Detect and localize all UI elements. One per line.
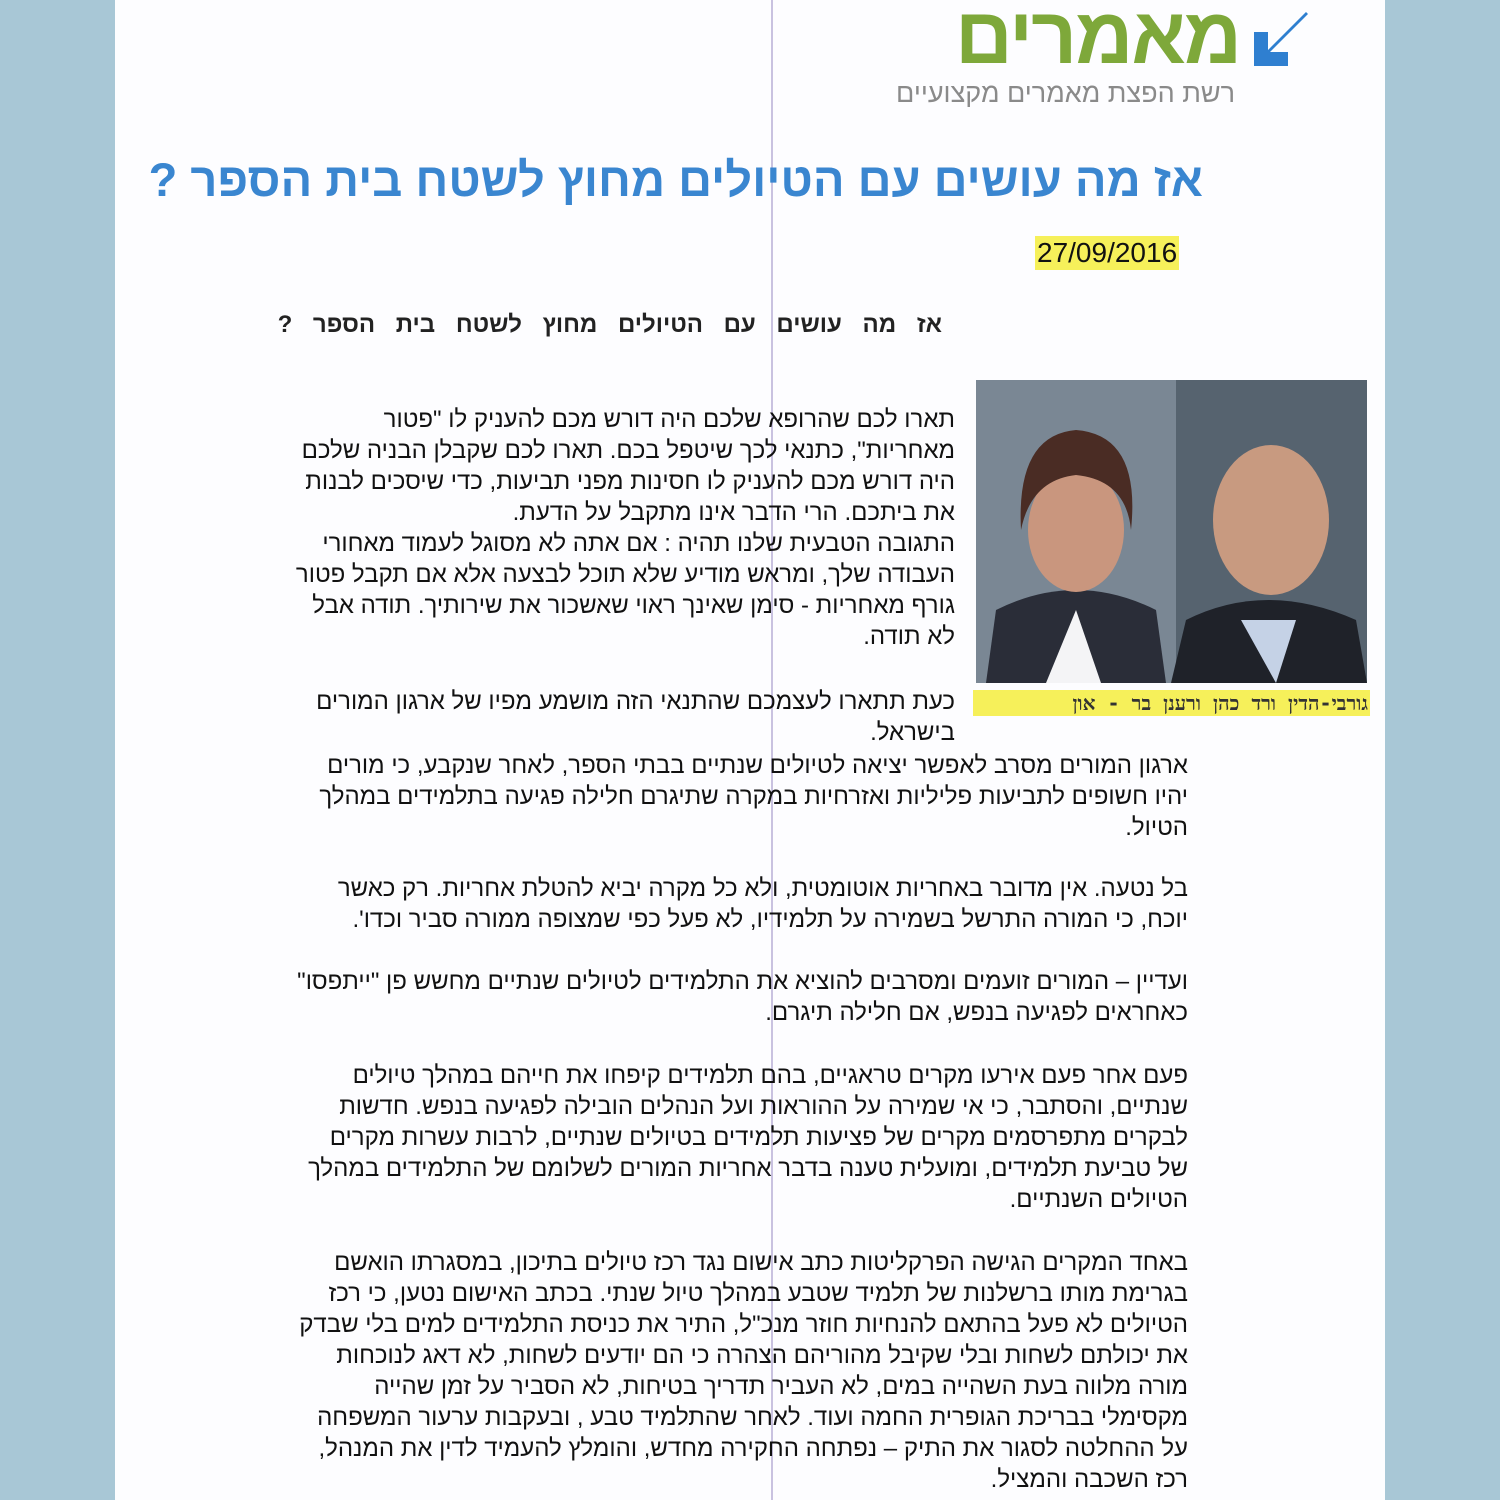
authors-photo <box>976 380 1367 683</box>
article-subtitle: אז מה עושים עם הטיולים מחוץ לשטח בית הספר ? <box>277 311 942 338</box>
text-line: כאחראים לפגיעה בנפש, אם חלילה תיגרם. <box>765 999 1188 1026</box>
paragraph-4 <box>338 873 1188 935</box>
logo <box>860 0 1310 110</box>
text-line: הטיולים לא פעל בהתאם להנחיות חוזר מנכ"ל, התיר את כניסת התלמידים למים בלי שבדק <box>299 1311 1188 1338</box>
text-line: לא תודה. <box>863 623 955 650</box>
text-line: על ההחלטה לסגור את התיק – נפתחה החקירה מחדש, והומלץ להעמיד לדין את המנהל, <box>318 1435 1188 1462</box>
text-line: בישראל. <box>870 719 955 746</box>
text-line: יהיו חשופים לתביעות פליליות ואזרחיות במקרה שתיגרם חלילה פגיעה בתלמידים במהלך <box>319 783 1188 810</box>
text-line: באחד המקרים הגישה הפרקליטות כתב אישום נגד רכז טיולים בתיכון, במסגרתו הואשם <box>334 1249 1188 1276</box>
text-line: ארגון המורים מסרב לאפשר יציאה לטיולים שנתיים בבתי הספר, לאחר שנקבע, כי מורים <box>327 752 1188 779</box>
paragraph-7 <box>299 1247 1188 1495</box>
photo-caption: גורבי-הדין ורד כהן ורענן בר - און <box>973 690 1370 716</box>
text-line: מאחריות", כתנאי לכך שיטפל בכם. תארו לכם שקבלן הבניה שלכם <box>301 437 955 464</box>
text-line: העבודה שלך, ומראש מודיע שלא תוכל לבצעה אלא אם תקבל פטור <box>295 561 955 588</box>
text-line: לבקרים מתפרסמים מקרים של פציעות תלמידים בטיולים שנתיים, לרבות עשרות מקרים <box>329 1124 1188 1151</box>
text-line: פעם אחר פעם אירעו מקרים טראגיים, בהם תלמידים קיפחו את חייהם במהלך טיולים <box>352 1062 1188 1089</box>
arrow-icon <box>1248 8 1310 70</box>
text-line: יוכח, כי המורה התרשל בשמירה על תלמידיו, לא פעל כפי שמצופה ממורה סביר וכדו'. <box>352 906 1188 933</box>
article-title: אז מה עושים עם הטיולים מחוץ לשטח בית הספר ? <box>148 153 1203 206</box>
text-line: את יכולתם לשחות ובלי שקיבל מהוריהם הצהרה כי הם יודעים לשחות, לא דאג לנוכחות <box>336 1342 1188 1369</box>
paragraph-1 <box>296 404 955 652</box>
paragraph-3 <box>319 750 1188 843</box>
paragraph-5 <box>297 966 1188 1028</box>
text-line: תארו לכם שהרופא שלכם היה דורש מכם להעניק לו "פטור <box>383 406 955 433</box>
logo-word: מאמרים <box>955 0 1240 80</box>
scanned-page <box>115 0 1385 1500</box>
text-line: ועדיין – המורים זועמים ומסרבים להוציא את התלמידים לטיולים שנתיים מחשש פן "ייתפסו" <box>297 968 1188 995</box>
paragraph-6 <box>308 1060 1188 1215</box>
text-line: הטיולים השנתיים. <box>1009 1186 1188 1213</box>
paragraph-2 <box>316 686 955 748</box>
text-line: רכז השכבה והמציל. <box>990 1466 1188 1493</box>
text-line: מקסימלי בבריכת הגופרית החמה ועוד. לאחר שהתלמיד טבע , ובעקבות ערעור המשפחה <box>317 1404 1188 1431</box>
text-line: בל נטעה. אין מדובר באחריות אוטומטית, ולא כל מקרה יביא להטלת אחריות. רק כאשר <box>337 875 1188 902</box>
text-line: של טביעת תלמידים, ומועלית טענה בדבר אחריות המורים לשלומם של התלמידים במהלך <box>308 1155 1188 1182</box>
logo-tagline: רשת הפצת מאמרים מקצועיים <box>896 78 1235 108</box>
article-date: 27/09/2016 <box>1037 237 1178 268</box>
text-line: היה דורש מכם להעניק לו חסינות מפני תביעות, כדי שיסכים לבנות <box>305 468 955 495</box>
text-line: כעת תתארו לעצמכם שהתנאי הזה מושמע מפיו של ארגון המורים <box>316 688 955 715</box>
text-line: הטיול. <box>1125 814 1188 841</box>
text-line: את ביתכם. הרי הדבר אינו מתקבל על הדעת. <box>512 499 955 526</box>
text-line: גורף מאחריות - סימן שאינך ראוי שאשכור את שירותיך. תודה אבל <box>312 592 955 619</box>
text-line: שנתיים, והסתבר, כי אי שמירה על ההוראות ועל הנהלים הובילה לפגיעה בנפש. חדשות <box>339 1093 1188 1120</box>
text-line: מורה מלווה בעת השהייה במים, לא העביר תדריך בטיחות, לא הסביר על זמן שהייה <box>374 1373 1188 1400</box>
text-line: בגרימת מותו ברשלנות של תלמיד שטבע במהלך טיול שנתי. בכתב האישום נטען, כי רכז <box>328 1280 1188 1307</box>
text-line: התגובה הטבעית שלנו תהיה : אם אתה לא מסוגל לעמוד מאחורי <box>322 530 955 557</box>
